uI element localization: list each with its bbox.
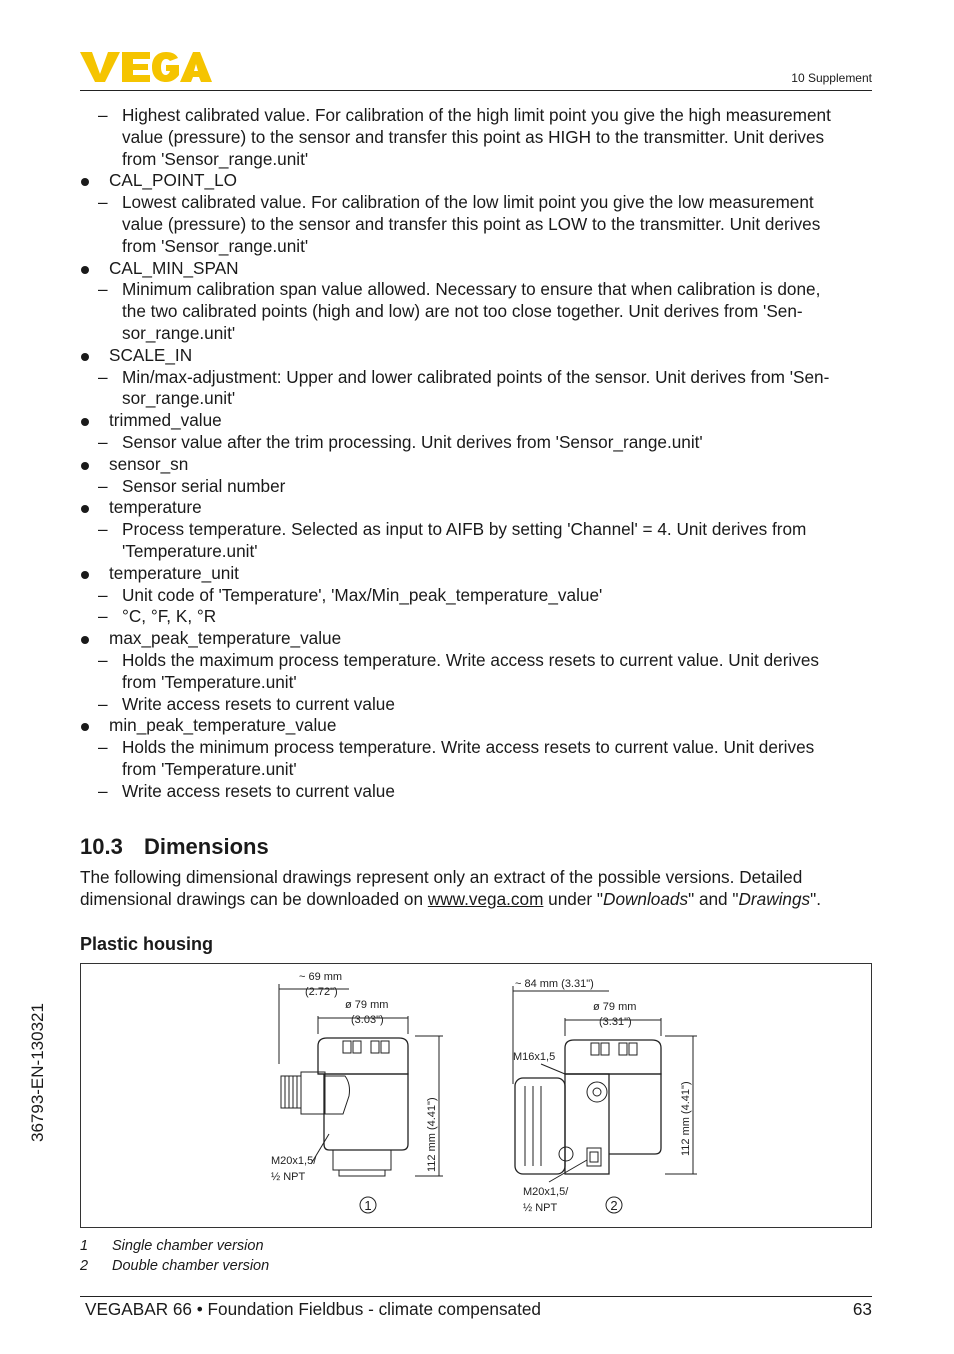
subheading: Plastic housing [80,934,214,954]
callout-2-label: 2 [610,1198,618,1213]
callout-1 [360,1197,376,1213]
list-text: CAL_POINT_LO [109,170,237,191]
dash-marker: – [98,192,108,213]
dash-marker: – [98,693,108,714]
double-diameter-inch-label: (3.31") [599,1016,632,1028]
double-diameter-label: ø 79 mm [593,1001,637,1013]
list-text: Process temperature. Selected as input to AIFB by setting 'Channel' = 4. Unit derives from [122,519,807,540]
dash-marker: – [98,432,108,452]
single-height-label: 112 mm (4.41") [426,1097,438,1172]
intro-text: under " [543,889,604,909]
intro-text: " and " [688,889,739,909]
figure-captions [80,1237,269,1276]
list-text: from 'Sensor_range.unit' [122,148,309,169]
document-code: 36793-EN-130321 [28,1003,47,1142]
double-thread-npt-label: ½ NPT [523,1202,558,1214]
dash-marker: – [98,519,108,540]
list-text: min_peak_temperature_value [109,715,337,736]
bullet-icon [81,170,93,192]
dash-marker: – [98,737,108,758]
vega-logo [80,50,212,84]
dimension-drawing [81,964,871,1227]
intro-text: ". [810,889,822,909]
list-text: temperature [109,497,202,518]
list-text: sensor_sn [109,453,189,474]
list-text: Sensor value after the trim processing. Unit derives from 'Sensor_range.unit' [122,432,703,452]
list-text: CAL_MIN_SPAN [109,257,239,278]
list-text: Unit code of 'Temperature', 'Max/Min_peak_temperature_value' [122,584,603,605]
dash-marker: – [98,366,108,387]
caption-number: 1 [80,1238,89,1254]
double-thread-label: M20x1,5/ [523,1186,569,1198]
dash-marker: – [98,650,108,670]
list-text: Min/max-adjustment: Upper and lower calibrated points of the sensor. Unit derives from 'Sen- [122,366,830,387]
footer-rule [80,1296,872,1297]
dash-marker: – [98,606,108,627]
list-text: from 'Temperature.unit' [122,759,297,779]
double-m16-label: M16x1,5 [513,1051,556,1063]
single-thread-label: M20x1,5/ [271,1155,317,1167]
downloads-emphasis: Downloads [603,889,689,909]
list-text: SCALE_IN [109,344,193,365]
single-diameter-inch-label: (3.03") [351,1014,384,1026]
callout-1-label: 1 [364,1198,372,1213]
list-text: value (pressure) to the sensor and transfer this point as LOW to the transmitter. Unit derives [122,214,821,234]
list-text: sor_range.unit' [122,323,236,343]
list-text: max_peak_temperature_value [109,628,342,649]
list-text: °C, °F, K, °R [122,606,217,627]
dash-marker: – [98,105,108,125]
list-text: Highest calibrated value. For calibration of the high limit point you give the high measurement [122,105,831,125]
intro-text: The following dimensional drawings represent only an extract of the possible versions. Detailed dimensional drawings can be downloaded on [80,867,803,909]
double-width-label: ~ 84 mm (3.31") [515,978,594,990]
bullet-icon [81,345,93,367]
bullet-icon [81,628,93,650]
single-diameter-label: ø 79 mm [345,999,389,1011]
caption-row [80,1257,269,1277]
single-width-label: ~ 69 mm [299,971,343,983]
dash-marker: – [98,584,108,605]
footer-title: VEGABAR 66 • Foundation Fieldbus - climate compensated [85,1299,541,1319]
list-text: Holds the minimum process temperature. Write access resets to current value. Unit derives [122,737,815,758]
caption-text: Single chamber version [112,1238,264,1254]
caption-number: 2 [80,1257,89,1274]
list-text: value (pressure) to the sensor and transfer this point as HIGH to the transmitter. Unit derives [122,126,825,147]
header-section-label: 10 Supplement [791,71,872,85]
list-text: sor_range.unit' [122,388,236,409]
drawings-emphasis: Drawings [738,889,811,909]
list-text: the two calibrated points (high and low) are not too close together. Unit derives from 'Sen- [122,301,803,322]
dash-marker: – [98,279,108,300]
list-text: temperature_unit [109,562,239,583]
list-text: Write access resets to current value [122,693,395,714]
caption-row [80,1237,269,1257]
header-rule [80,90,872,91]
single-thread-npt-label: ½ NPT [271,1171,306,1183]
list-text: 'Temperature.unit' [122,541,258,561]
bullet-icon [81,715,93,737]
list-text: trimmed_value [109,410,222,431]
bullet-icon [81,497,93,519]
vega-link[interactable]: www.vega.com [427,889,544,909]
bullet-icon [81,454,93,476]
section-number: 10.3 [80,834,123,859]
double-height-label: 112 mm (4.41") [680,1081,692,1156]
page-number: 63 [852,1299,872,1319]
bullet-icon [81,410,93,432]
bullet-icon [81,563,93,585]
section-heading [80,834,269,860]
single-width-inch-label: (2.72") [305,986,338,998]
dash-marker: – [98,780,108,801]
callout-2 [606,1197,622,1213]
dimension-figure [80,963,872,1228]
list-text: Sensor serial number [122,475,286,496]
list-text: Lowest calibrated value. For calibration of the low limit point you give the low measurement [122,192,814,213]
list-text: Minimum calibration span value allowed. Necessary to ensure that when calibration is done, [122,279,821,300]
bullet-icon [81,258,93,280]
single-chamber-drawing [279,984,443,1176]
section-intro [80,866,880,910]
list-text: from 'Temperature.unit' [122,671,297,692]
list-text: Write access resets to current value [122,780,395,801]
section-title: Dimensions [144,834,269,859]
dash-marker: – [98,475,108,496]
caption-text: Double chamber version [112,1257,270,1274]
list-text: from 'Sensor_range.unit' [122,235,309,256]
list-text: Holds the maximum process temperature. Write access resets to current value. Unit derives [122,650,819,670]
